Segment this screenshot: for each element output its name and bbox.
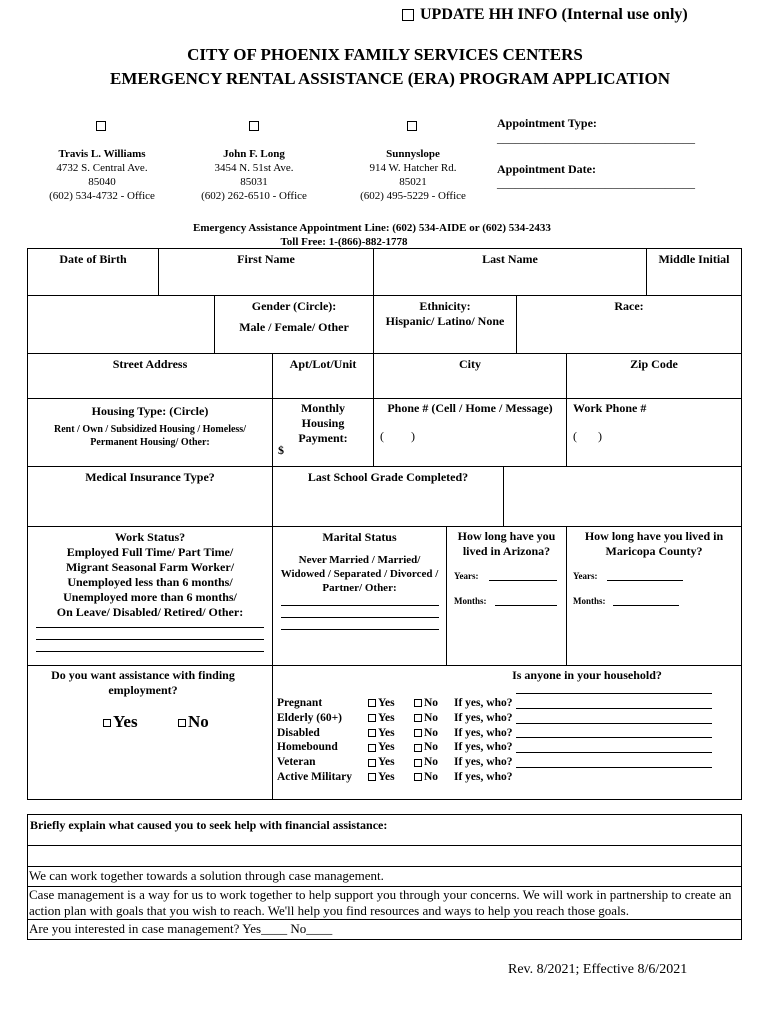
- household-yes[interactable]: [368, 696, 414, 711]
- center-long: [184, 147, 324, 203]
- yes-checkbox[interactable]: [368, 759, 376, 767]
- apt-cell[interactable]: [272, 353, 374, 399]
- work-status-option[interactable]: Unemployed more than 6 months/: [63, 590, 237, 604]
- household-row-label: Homebound: [277, 741, 338, 754]
- work-status-option[interactable]: On Leave/ Disabled/ Retired/ Other:: [56, 605, 244, 619]
- work-status-line[interactable]: [36, 639, 264, 640]
- no-label: No: [424, 726, 439, 739]
- center-zip: 85021: [399, 176, 427, 188]
- last-name-cell[interactable]: [373, 248, 647, 296]
- household-no[interactable]: [414, 726, 454, 741]
- no-checkbox[interactable]: [414, 759, 422, 767]
- center-williams: [32, 147, 172, 203]
- phone-label: Phone # (Cell / Home / Message): [387, 401, 553, 415]
- no-label: No: [424, 711, 439, 724]
- marital-cell[interactable]: [272, 526, 447, 666]
- yes-checkbox[interactable]: [368, 699, 376, 707]
- no-label: No: [424, 741, 439, 754]
- interested-cell[interactable]: [27, 919, 742, 940]
- ethnicity-options[interactable]: Hispanic/ Latino/ None: [385, 314, 505, 328]
- center-checkbox-long[interactable]: [249, 121, 259, 131]
- apt-label: Apt/Lot/Unit: [289, 357, 357, 371]
- phone-parens[interactable]: ( ): [380, 429, 415, 443]
- work-status-line[interactable]: [36, 627, 264, 628]
- marital-line[interactable]: [281, 629, 439, 630]
- no-checkbox[interactable]: [414, 744, 422, 752]
- work-status-option[interactable]: Employed Full Time/ Part Time/: [66, 545, 234, 559]
- phone-cell[interactable]: [373, 398, 567, 467]
- employment-no-label: No: [188, 712, 209, 731]
- center-zip: 85040: [88, 176, 116, 188]
- street-cell[interactable]: [27, 353, 273, 399]
- center-name: Sunnyslope: [386, 148, 440, 160]
- monthly-payment-cell[interactable]: [272, 398, 374, 467]
- gender-options[interactable]: Male / Female/ Other: [239, 320, 349, 334]
- household-row-label: Active Military: [277, 770, 353, 783]
- work-status-line[interactable]: [36, 651, 264, 652]
- if-yes-line[interactable]: [516, 693, 712, 694]
- yes-checkbox[interactable]: [368, 773, 376, 781]
- household-row-label: Veteran: [277, 756, 316, 769]
- gender-cell[interactable]: [214, 295, 374, 354]
- title-line-1: CITY OF PHOENIX FAMILY SERVICES CENTERS: [187, 45, 583, 64]
- work-status-cell[interactable]: [27, 526, 273, 666]
- gender-label: Gender (Circle):: [251, 299, 337, 313]
- school-cell[interactable]: [272, 466, 504, 527]
- household-row-label: Elderly (60+): [277, 711, 343, 724]
- yes-label: Yes: [378, 756, 395, 769]
- work-phone-label: Work Phone #: [573, 401, 647, 415]
- household-no[interactable]: [414, 696, 454, 711]
- zip-label: Zip Code: [630, 357, 678, 371]
- explain-label: Briefly explain what caused you to seek help with financial assistance:: [30, 818, 388, 832]
- employment-yes[interactable]: [103, 712, 138, 732]
- case-mgmt-text: Case management is a way for us to work together to help support you through your concerns. We will work in partnership to create an action plan with goals that you wish to reach. We'll help you find resources and ways to help you reach those goals.: [29, 887, 732, 918]
- first-name-cell[interactable]: [158, 248, 374, 296]
- household-question: Is anyone in your household?: [512, 668, 662, 682]
- marital-line[interactable]: [281, 605, 439, 606]
- no-checkbox[interactable]: [414, 714, 422, 722]
- household-no[interactable]: [414, 770, 454, 785]
- city-label: City: [459, 357, 481, 371]
- household-cell[interactable]: [272, 665, 742, 800]
- no-label: No: [424, 770, 439, 783]
- housing-type-cell[interactable]: [27, 398, 273, 467]
- if-yes-line[interactable]: [516, 752, 712, 753]
- marital-label: Marital Status: [322, 530, 397, 544]
- appointment-line: Emergency Assistance Appointment Line: (602) 534-AIDE or (602) 534-2433: [193, 222, 551, 234]
- explain-answer-cell[interactable]: [27, 845, 742, 867]
- household-rows: [277, 696, 712, 785]
- household-yes[interactable]: [368, 726, 414, 741]
- maricopa-years-label: Years:: [573, 571, 598, 581]
- household-no[interactable]: [414, 740, 454, 755]
- case-mgmt-cell: [27, 886, 742, 920]
- if-yes-line[interactable]: [516, 708, 712, 709]
- middle-initial-cell[interactable]: [646, 248, 742, 296]
- yes-checkbox[interactable]: [368, 729, 376, 737]
- center-checkbox-williams[interactable]: [96, 121, 106, 131]
- if-yes-who: If yes, who?: [454, 697, 513, 709]
- yes-checkbox[interactable]: [368, 744, 376, 752]
- household-no[interactable]: [414, 711, 454, 726]
- middle-initial-label: Middle Initial: [658, 252, 730, 266]
- dollar-sign: $: [278, 443, 284, 457]
- employment-cell[interactable]: [27, 665, 273, 800]
- appointment-type-label: Appointment Type:: [497, 116, 597, 130]
- together-text: We can work together towards a solution through case management.: [29, 868, 384, 883]
- marital-line[interactable]: [281, 617, 439, 618]
- household-no[interactable]: [414, 755, 454, 770]
- yes-checkbox[interactable]: [368, 714, 376, 722]
- arizona-months-line[interactable]: [495, 605, 557, 606]
- update-hh-checkbox[interactable]: [402, 9, 414, 21]
- medical-label: Medical Insurance Type?: [85, 470, 215, 484]
- employment-question: Do you want assistance with finding employment?: [51, 668, 235, 697]
- household-yes[interactable]: [368, 740, 414, 755]
- no-label: No: [424, 697, 439, 709]
- household-row-label: Pregnant: [277, 697, 323, 709]
- center-phone: (602) 262-6510 - Office: [201, 190, 307, 202]
- yes-label: Yes: [378, 770, 395, 783]
- center-sunnyslope: [343, 147, 483, 203]
- appointment-date-line[interactable]: _________________________________: [497, 176, 695, 190]
- household-yes[interactable]: [368, 755, 414, 770]
- ethnicity-label: Ethnicity:: [419, 299, 471, 313]
- maricopa-years-line[interactable]: [607, 580, 683, 581]
- street-label: Street Address: [112, 357, 188, 371]
- first-name-label: First Name: [237, 252, 295, 266]
- center-name: John F. Long: [223, 148, 285, 160]
- employment-no-checkbox[interactable]: [178, 719, 186, 727]
- appointment-type-line[interactable]: _________________________________: [497, 131, 695, 145]
- center-address: 3454 N. 51st Ave.: [214, 162, 294, 174]
- if-yes-who: If yes, who?: [454, 711, 513, 724]
- update-hh-label: UPDATE HH INFO (Internal use only): [420, 6, 688, 23]
- school-answer-cell[interactable]: [503, 466, 742, 527]
- employment-yes-checkbox[interactable]: [103, 719, 111, 727]
- arizona-label: How long have you lived in Arizona?: [457, 529, 556, 558]
- household-row: [277, 770, 712, 785]
- center-zip: 85031: [240, 176, 268, 188]
- household-row-label: Disabled: [277, 726, 320, 739]
- center-address: 914 W. Hatcher Rd.: [369, 162, 457, 174]
- center-checkbox-sunnyslope[interactable]: [407, 121, 417, 131]
- center-name: Travis L. Williams: [58, 148, 146, 160]
- yes-label: Yes: [378, 697, 395, 709]
- maricopa-cell[interactable]: [566, 526, 742, 666]
- work-status-option[interactable]: Unemployed less than 6 months/: [67, 575, 233, 589]
- marital-options[interactable]: Never Married / Married/ Widowed / Separated / Divorced / Partner/ Other:: [280, 554, 439, 594]
- race-cell[interactable]: [516, 295, 742, 354]
- housing-type-label: Housing Type: (Circle): [91, 404, 209, 418]
- maricopa-label: How long have you lived in Maricopa County?: [584, 529, 724, 558]
- race-label: Race:: [614, 299, 644, 313]
- housing-type-options[interactable]: Rent / Own / Subsidized Housing / Homeless/ Permanent Housing/ Other:: [54, 424, 246, 448]
- if-yes-line[interactable]: [516, 723, 712, 724]
- work-phone-parens[interactable]: ( ): [573, 429, 602, 443]
- together-cell: [27, 866, 742, 887]
- yes-label: Yes: [378, 726, 395, 739]
- dob-label: Date of Birth: [59, 252, 127, 266]
- no-checkbox[interactable]: [414, 729, 422, 737]
- if-yes-line[interactable]: [516, 737, 712, 738]
- title-line-2: EMERGENCY RENTAL ASSISTANCE (ERA) PROGRAM APPLICATION: [110, 69, 670, 88]
- if-yes-who: If yes, who?: [454, 741, 513, 754]
- zip-cell[interactable]: [566, 353, 742, 399]
- work-status-option[interactable]: Migrant Seasonal Farm Worker/: [65, 560, 235, 574]
- maricopa-months-line[interactable]: [613, 605, 679, 606]
- explain-cell[interactable]: [27, 814, 742, 846]
- employment-yes-label: Yes: [113, 712, 138, 731]
- school-label: Last School Grade Completed?: [307, 470, 469, 484]
- medical-cell[interactable]: [27, 466, 273, 527]
- ethnicity-cell[interactable]: [373, 295, 517, 354]
- work-status-label: Work Status?: [114, 530, 186, 544]
- household-yes[interactable]: [368, 770, 414, 785]
- update-hh-info[interactable]: [402, 5, 688, 25]
- yes-label: Yes: [378, 711, 395, 724]
- arizona-cell[interactable]: [446, 526, 567, 666]
- revision: Rev. 8/2021; Effective 8/6/2021: [508, 962, 688, 977]
- last-name-label: Last Name: [482, 252, 538, 266]
- maricopa-months-label: Months:: [573, 596, 606, 606]
- toll-free: Toll Free: 1-(866)-882-1778: [280, 236, 408, 248]
- city-cell[interactable]: [373, 353, 567, 399]
- no-label: No: [424, 756, 439, 769]
- no-checkbox[interactable]: [414, 699, 422, 707]
- center-address: 4732 S. Central Ave.: [56, 162, 148, 174]
- appointment-date-label: Appointment Date:: [497, 162, 596, 176]
- if-yes-line[interactable]: [516, 767, 712, 768]
- household-yes[interactable]: [368, 711, 414, 726]
- arizona-months-label: Months:: [454, 596, 487, 606]
- interested-text[interactable]: Are you interested in case management? Yes____ No____: [29, 921, 333, 936]
- monthly-payment-label: Monthly Housing Payment:: [298, 401, 348, 445]
- arizona-years-label: Years:: [454, 571, 479, 581]
- center-phone: (602) 495-5229 - Office: [360, 190, 466, 202]
- arizona-years-line[interactable]: [489, 580, 557, 581]
- yes-label: Yes: [378, 741, 395, 754]
- if-yes-who: If yes, who?: [454, 770, 513, 783]
- work-phone-cell[interactable]: [566, 398, 742, 467]
- if-yes-who: If yes, who?: [454, 756, 513, 769]
- employment-no[interactable]: [178, 712, 209, 732]
- no-checkbox[interactable]: [414, 773, 422, 781]
- dob-cell[interactable]: [27, 248, 159, 296]
- center-phone: (602) 534-4732 - Office: [49, 190, 155, 202]
- blank-cell[interactable]: [27, 295, 215, 354]
- if-yes-who: If yes, who?: [454, 726, 513, 739]
